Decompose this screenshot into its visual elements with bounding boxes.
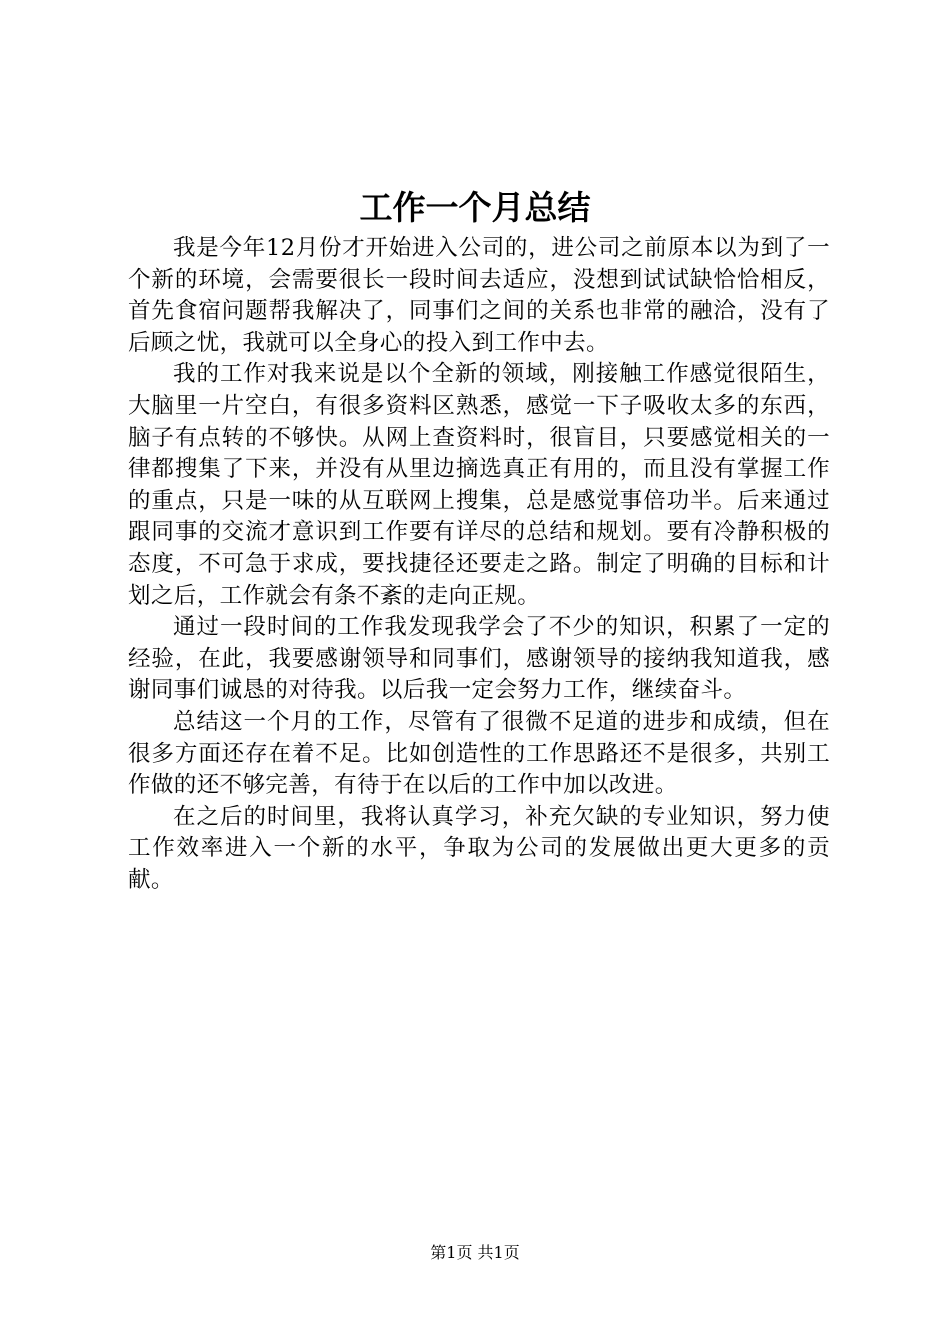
paragraph: 我是今年12月份才开始进入公司的，进公司之前原本以为到了一个新的环境，会需要很长一段时间去适应，没想到试试缺恰恰相反，首先食宿问题帮我解决了，同事们之间的关系也非常的融洽，没有了后顾之忧，我就可以全身心的投入到工作中去。 [128,235,830,356]
document-title: 工作一个月总结 [359,188,591,227]
paragraph: 总结这一个月的工作，尽管有了很微不足道的进步和成绩，但在很多方面还存在着不足。比如创造性的工作思路还不是很多，共别工作做的还不够完善，有待于在以后的工作中加以改进。 [128,708,830,799]
paragraph: 在之后的时间里，我将认真学习，补充欠缺的专业知识，努力使工作效率进入一个新的水平，争取为公司的发展做出更大更多的贡献。 [128,803,830,893]
page-number-footer: 第1页 共1页 [430,1243,520,1262]
paragraph: 我的工作对我来说是以个全新的领域，刚接触工作感觉很陌生，大脑里一片空白，有很多资料区熟悉，感觉一下子吸收太多的东西，脑子有点转的不够快。从网上查资料时，很盲目，只要感觉相关的一律都搜集了下来，并没有从里边摘选真正有用的，而且没有掌握工作的重点，只是一味的从互联网上搜集，总是感觉事倍功半。后来通过跟同事的交流才意识到工作要有详尽的总结和规划。要有冷静积极的态度，不可急于求成，要找捷径还要走之路。制定了明确的目标和计划之后，工作就会有条不紊的走向正规。 [128,361,830,609]
paragraph: 通过一段时间的工作我发现我学会了不少的知识，积累了一定的经验，在此，我要感谢领导和同事们，感谢领导的接纳我知道我，感谢同事们诚恳的对待我。以后我一定会努力工作，继续奋斗。 [128,614,830,704]
document-body [128,233,830,896]
